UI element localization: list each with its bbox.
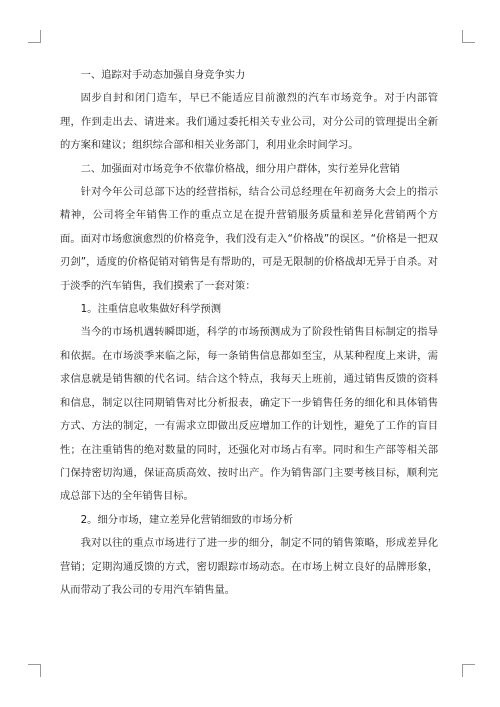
document-body xyxy=(60,64,438,602)
subheading-1: 1。注重信息收集做好科学预测 xyxy=(80,303,222,316)
paragraph: 针对今年公司总部下达的经营指标，结合公司总经理在年初商务大会上的指示精神，公司将全年销售工作的重点立足在提升营销服务质量和差异化营销两个方面。面对市场愈演愈烈的价格竞争，我们没有走入“价格战”的误区。“价格是一把双刃剑”，适度的价格促销对销售是有帮助的，可是无限制的价格战却无异于自杀。对于淡季的汽车销售，我们摸索了一套对策： xyxy=(60,186,438,292)
section-heading-1: 一、追踪对手动态加强自身竞争实力 xyxy=(80,69,246,81)
paragraph: 我对以往的重点市场进行了进一步的细分，制定不同的销售策略，形成差异化营销；定期沟通反馈的方式，密切跟踪市场动态。在市场上树立良好的品牌形象，从而带动了我公司的专用汽车销售量。 xyxy=(60,537,438,596)
crop-mark-bottom-right xyxy=(462,664,475,677)
crop-mark-top-right xyxy=(462,30,475,43)
paragraph: 当今的市场机遇转瞬即逝，科学的市场预测成为了阶段性销售目标制定的指导和依据。在市场淡季来临之际，每一条销售信息都如至宝，从某种程度上来讲，需求信息就是销售额的代名词。结合这个特点，我每天上班前，通过销售反馈的资料和信息，制定以往同期销售对比分析报表，确定下一步销售任务的细化和具体销售方式、方法的制定，一有需求立即做出反应增加工作的计划性，避免了工作的盲目性；在注重销售的绝对数量的同时，还强化对市场占有率。同时和生产部等相关部门保持密切沟通，保证高质高效、按时出产。作为销售部门主要考核目标，顺利完成总部下达的全年销售目标。 xyxy=(60,326,438,503)
paragraph: 固步自封和闭门造车，早已不能适应目前激烈的汽车市场竞争。对于内部管理，作到走出去、请进来。我们通过委托相关专业公司，对分公司的管理提出全新的方案和建议；组织综合部和相关业务部门，利用业余时间学习。 xyxy=(60,92,438,152)
section-heading-2: 二、加强面对市场竞争不依靠价格战，细分用户群体，实行差异化营销 xyxy=(80,162,400,175)
subheading-2: 2。细分市场，建立差异化营销细致的市场分析 xyxy=(80,513,294,526)
crop-mark-bottom-left xyxy=(28,664,41,677)
crop-mark-top-left xyxy=(28,30,41,43)
